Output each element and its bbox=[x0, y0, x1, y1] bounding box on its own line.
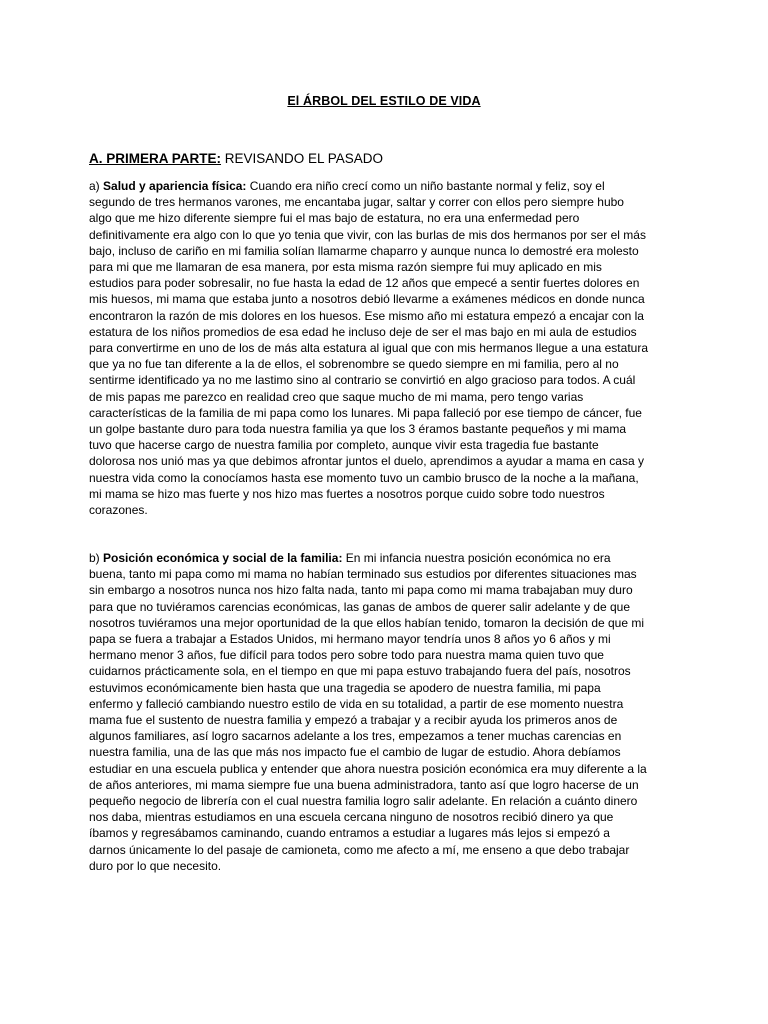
paragraph-prefix: b) bbox=[89, 551, 104, 565]
paragraph-line: un golpe bastante duro para toda nuestra familia ya que los 3 éramos bastante pequeños y mi mama bbox=[89, 422, 626, 437]
paragraph-line: mama fue el sustento de nuestra familia y empezó a trabajar y a recibir ayuda los primeros anos de bbox=[89, 713, 618, 728]
paragraph-heading: Posición económica y social de la familia: bbox=[103, 551, 343, 565]
paragraph-line: para convertirme en uno de los de más alta estatura al igual que con mis hermanos llegue a una estatura bbox=[89, 341, 648, 356]
paragraph-line: estatura de los niños promedios de esa edad he incluso deje de ser el mas bajo en mi aula de estudios bbox=[89, 324, 637, 339]
paragraph-line: bajo, incluso de cariño en mi familia solían llamarme chaparro y aunque nunca lo demostré era molesto bbox=[89, 243, 639, 258]
paragraph-line: nos daba, mientras estudiamos en una escuela cercana ninguno de nosotros recibió dinero ya que bbox=[89, 810, 614, 825]
paragraph-first-line bbox=[89, 550, 689, 566]
paragraph-first-line-text: En mi infancia nuestra posición económica no era bbox=[342, 551, 611, 565]
paragraph-line: mi mama se hizo mas fuerte y nos hizo mas fuertes a nosotros porque cuido sobre todo nuestros bbox=[89, 486, 605, 501]
paragraph-health-appearance bbox=[89, 178, 689, 518]
section-a-heading bbox=[89, 151, 383, 166]
section-a-subtitle: REVISANDO EL PASADO bbox=[221, 151, 384, 166]
paragraph-line: darnos únicamente lo del pasaje de camioneta, como me afecto a mí, me enseno a que debo trabajar bbox=[89, 842, 630, 857]
paragraph-line: tuvo que hacerse cargo de nuestra familia por completo, aunque vivir esta tragedia fue bastante bbox=[89, 438, 599, 453]
paragraph-first-line-text: Cuando era niño crecí como un niño bastante normal y feliz, soy el bbox=[246, 179, 605, 193]
paragraph-line: de mis papas me parezco en realidad creo que saque mucho de mi mama, pero tengo varias bbox=[89, 389, 584, 404]
paragraph-line: dolorosa nos unió mas ya que debimos afrontar juntos el duelo, aprendimos a ayudar a mama en casa y bbox=[89, 454, 644, 469]
paragraph-line: segundo de tres hermanos varones, me encantaba jugar, saltar y correr con ellos pero siempre hubo bbox=[89, 195, 624, 210]
paragraph-line: encontraron la razón de mis dolores en los huesos. Ese mismo año mi estatura empezó a encajar con la bbox=[89, 308, 644, 323]
paragraph-line: cuidarnos prácticamente sola, en el tiempo en que mi papa estuvo trabajando fuera del país, nosotros bbox=[89, 664, 631, 679]
paragraph-line: mis huesos, mi mama que estaba junto a nosotros debió llevarme a exámenes médicos en donde nunca bbox=[89, 292, 645, 307]
paragraph-line: sentirme identificado ya no me lastimo sino al contrario se convirtió en algo gracioso para todos. A cuál bbox=[89, 373, 636, 388]
paragraph-line: que ya no fue tan diferente a la de ellos, el sobrenombre se quedo siempre en mi familia, pero al no bbox=[89, 357, 619, 372]
paragraph-line: enfermo y falleció cambiando nuestro estilo de vida en su totalidad, a partir de ese momento nuestra bbox=[89, 696, 624, 711]
document-title: El ÁRBOL DEL ESTILO DE VIDA bbox=[287, 94, 481, 108]
paragraph-line: papa se fuera a trabajar a Estados Unidos, mi hermano mayor tendría unos 8 años yo 6 años y mi bbox=[89, 632, 611, 647]
paragraph-line: algunos familiares, así logro sacarnos adelante a los tres, empezamos a tener muchas carencias en bbox=[89, 729, 622, 744]
paragraph-line: corazones. bbox=[89, 503, 148, 518]
paragraph-line: buena, tanto mi papa como mi mama no habían terminado sus estudios por diferentes situaciones mas bbox=[89, 567, 637, 582]
paragraph-line: características de la familia de mi papa como los lunares. Mi papa falleció por ese tiempo de cáncer, fue bbox=[89, 405, 642, 420]
paragraph-line: estudios para poder sobresalir, no fue hasta la edad de 12 años que empecé a sentir fuertes dolores en bbox=[89, 276, 640, 291]
paragraph-heading: Salud y apariencia física: bbox=[103, 179, 247, 193]
paragraph-economic-social bbox=[89, 550, 689, 874]
paragraph-line: para mi que me llamaran de esa manera, por esta misma razón siempre fui muy aplicado en mis bbox=[89, 260, 602, 275]
paragraph-line: pequeño negocio de librería con el cual nuestra familia logro salir adelante. En relación a cuánto dinero bbox=[89, 794, 638, 809]
paragraph-line: hermano menor 3 años, fue difícil para todos pero sobre todo para nuestra mama quien tuvo que bbox=[89, 648, 604, 663]
paragraph-line: duro por lo que necesito. bbox=[89, 858, 222, 873]
paragraph-line: de años anteriores, mi mama siempre fue una buena administradora, tanto así que logro hacerse de un bbox=[89, 777, 639, 792]
paragraph-line: nuestra familia, una de las que más nos impacto fue el cambio de lugar de estudio. Ahora debíamos bbox=[89, 745, 621, 760]
paragraph-first-line bbox=[89, 178, 689, 194]
paragraph-line: nuestra vida como la conocíamos hasta ese momento tuvo un cambio brusco de la noche a la mañana, bbox=[89, 470, 639, 485]
paragraph-line: para que no tuviéramos carencias económicas, las ganas de ambos de querer salir adelante y de que bbox=[89, 599, 630, 614]
paragraph-line: algo que me hizo diferente siempre fui el mas bajo de estatura, no era una enfermedad pero bbox=[89, 211, 580, 226]
paragraph-line: nosotros tuviéramos una mejor oportunidad de la que ellos habían tenido, tomaron la decisión de que mi bbox=[89, 615, 645, 630]
paragraph-line: estuvimos económicamente bien hasta que una tragedia se apodero de nuestra familia, mi papa bbox=[89, 680, 601, 695]
paragraph-prefix: a) bbox=[89, 179, 104, 193]
paragraph-line: íbamos y regresábamos caminando, cuando entramos a estudiar a lugares más lejos si empezó a bbox=[89, 826, 610, 841]
paragraph-line: definitivamente era algo con lo que yo tenia que vivir, con las burlas de mis dos hermanos por ser el más bbox=[89, 227, 646, 242]
section-a-label: A. PRIMERA PARTE: bbox=[89, 151, 222, 166]
paragraph-line: sin embargo a nosotros nunca nos hizo falta nada, tanto mi papa como mi mama trabajaban muy duro bbox=[89, 583, 633, 598]
paragraph-line: estudiar en una escuela publica y entender que ahora nuestra posición económica era muy diferente a la bbox=[89, 761, 647, 776]
